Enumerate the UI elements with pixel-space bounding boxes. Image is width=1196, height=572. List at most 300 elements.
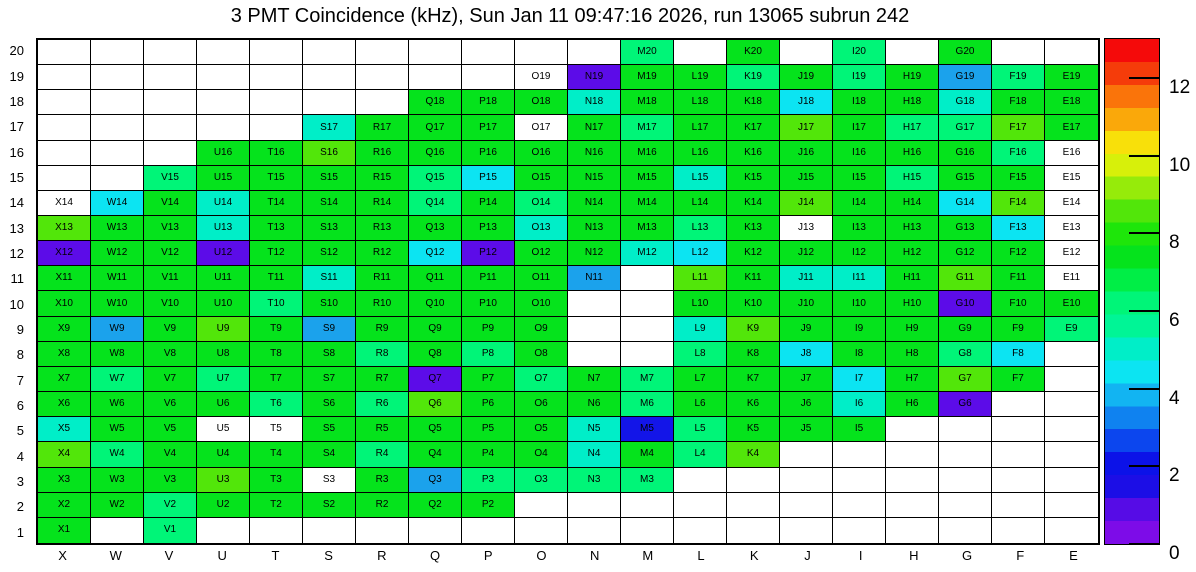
y-axis-tick-label: 8 [16, 347, 24, 363]
heatmap-cell [197, 191, 250, 216]
cell-label: S14 [320, 196, 338, 208]
cell-label: R14 [372, 196, 392, 208]
heatmap-cell [515, 342, 568, 367]
cell-label: K8 [746, 347, 760, 359]
cell-label: O16 [531, 146, 551, 158]
cell-label: H16 [902, 146, 922, 158]
heatmap-cell [939, 141, 992, 166]
cell-label: U13 [213, 222, 233, 234]
cell-label: N3 [587, 473, 601, 485]
cell-label: Q11 [425, 272, 445, 284]
heatmap-cell [674, 417, 727, 442]
heatmap-cell [568, 65, 621, 90]
x-axis-tick-label: G [961, 548, 973, 563]
x-axis-tick-label: W [109, 548, 122, 563]
cell-label: T13 [267, 222, 285, 234]
cell-label: G18 [955, 96, 975, 108]
heatmap-cell [621, 166, 674, 191]
cell-label: O14 [531, 196, 551, 208]
cell-label: L15 [691, 171, 709, 183]
heatmap-cell [833, 241, 886, 266]
heatmap-cell [833, 493, 886, 518]
heatmap-cell [144, 417, 197, 442]
cell-label: R16 [372, 146, 392, 158]
cell-label: Q2 [428, 498, 442, 510]
heatmap-cell [356, 493, 409, 518]
heatmap-cell [91, 442, 144, 467]
cell-label: U2 [216, 498, 230, 510]
cell-label: O19 [531, 71, 551, 83]
heatmap-cell [409, 493, 462, 518]
cell-label: T6 [270, 398, 282, 410]
heatmap-cell [91, 90, 144, 115]
cell-label: G8 [958, 347, 972, 359]
cell-label: L11 [692, 272, 708, 284]
cell-label: S12 [320, 247, 338, 259]
heatmap-cell [674, 40, 727, 65]
cell-label: F19 [1009, 71, 1027, 83]
heatmap-cell [197, 518, 250, 543]
heatmap-cell [886, 65, 939, 90]
cell-label: J5 [800, 423, 812, 435]
heatmap-cell [992, 493, 1045, 518]
cell-label: Q9 [428, 322, 442, 334]
heatmap-cell [515, 216, 568, 241]
cell-label: W2 [109, 498, 125, 510]
cell-label: P17 [479, 121, 497, 133]
heatmap-cell [992, 468, 1045, 493]
heatmap-cell [197, 115, 250, 140]
cell-label: F15 [1009, 171, 1027, 183]
heatmap-grid [36, 38, 1100, 545]
heatmap-cell [409, 291, 462, 316]
cell-label: R13 [372, 222, 392, 234]
heatmap-cell [250, 266, 303, 291]
heatmap-cell [833, 115, 886, 140]
heatmap-cell [515, 417, 568, 442]
heatmap-cell [886, 442, 939, 467]
heatmap-cell [515, 468, 568, 493]
cell-label: S5 [322, 423, 336, 435]
cell-label: M15 [637, 171, 657, 183]
heatmap-cell [992, 442, 1045, 467]
heatmap-cell [250, 65, 303, 90]
cell-label: S8 [322, 347, 336, 359]
heatmap-cell [1045, 90, 1098, 115]
heatmap-cell [674, 342, 727, 367]
heatmap-cell [886, 241, 939, 266]
cell-label: W14 [106, 196, 128, 208]
chart-title: 3 PMT Coincidence (kHz), Sun Jan 11 09:47:16 2026, run 13065 subrun 242 [230, 5, 910, 27]
cell-label: P3 [481, 473, 495, 485]
cell-label: E17 [1062, 121, 1081, 133]
heatmap-cell [939, 90, 992, 115]
heatmap-cell [462, 417, 515, 442]
x-axis-tick-label: H [909, 548, 919, 563]
heatmap-cell [303, 90, 356, 115]
cell-label: H15 [902, 171, 922, 183]
heatmap-cell [462, 141, 515, 166]
heatmap-cell [674, 518, 727, 543]
y-axis-tick-label: 17 [9, 119, 24, 135]
cell-label: L17 [691, 121, 709, 133]
heatmap-cell [515, 141, 568, 166]
cell-label: L4 [694, 448, 706, 460]
cell-label: S15 [320, 171, 338, 183]
heatmap-cell [356, 342, 409, 367]
cell-label: V7 [163, 373, 177, 385]
heatmap-cell [515, 367, 568, 392]
heatmap-cell [780, 392, 833, 417]
heatmap-cell [674, 90, 727, 115]
heatmap-cell [621, 40, 674, 65]
x-axis-tick-label: N [589, 548, 600, 563]
heatmap-cell [462, 442, 515, 467]
heatmap-cell [621, 90, 674, 115]
heatmap-cell [886, 317, 939, 342]
heatmap-cell [939, 392, 992, 417]
cell-label: S17 [320, 121, 338, 133]
heatmap-cell [303, 141, 356, 166]
heatmap-cell [250, 291, 303, 316]
cell-label: P18 [479, 96, 497, 108]
heatmap-cell [568, 241, 621, 266]
heatmap-cell [144, 367, 197, 392]
heatmap-cell [780, 191, 833, 216]
heatmap-cell [727, 367, 780, 392]
cell-label: G12 [955, 247, 975, 259]
heatmap-cell [91, 518, 144, 543]
heatmap-cell [674, 216, 727, 241]
heatmap-cell [197, 291, 250, 316]
heatmap-cell [144, 166, 197, 191]
heatmap-cell [568, 392, 621, 417]
cell-label: K13 [744, 222, 762, 234]
cell-label: Q8 [428, 347, 442, 359]
cell-label: F8 [1012, 347, 1024, 359]
heatmap-cell [144, 392, 197, 417]
heatmap-cell [939, 518, 992, 543]
x-axis-tick-label: F [1016, 548, 1025, 563]
heatmap-cell [1045, 518, 1098, 543]
cell-label: U3 [216, 473, 230, 485]
cell-label: K20 [744, 46, 762, 58]
heatmap-cell [303, 216, 356, 241]
heatmap-cell [91, 417, 144, 442]
cell-label: N18 [584, 96, 604, 108]
heatmap-cell [727, 493, 780, 518]
cell-label: S4 [322, 448, 336, 460]
cell-label: H6 [905, 398, 919, 410]
cell-label: I13 [852, 222, 866, 234]
heatmap-cell [939, 191, 992, 216]
cell-label: U11 [214, 272, 232, 284]
x-axis-tick-label: E [1069, 548, 1078, 563]
cell-label: I11 [852, 272, 866, 284]
cell-label: R7 [375, 373, 389, 385]
cell-label: J14 [797, 196, 815, 208]
heatmap-cell [833, 392, 886, 417]
heatmap-cell [886, 342, 939, 367]
heatmap-cell [515, 442, 568, 467]
heatmap-cell [886, 216, 939, 241]
heatmap-cell [568, 493, 621, 518]
heatmap-cell [250, 417, 303, 442]
heatmap-cell [462, 367, 515, 392]
cell-label: I14 [852, 196, 866, 208]
cell-label: P9 [481, 322, 495, 334]
cell-label: H12 [902, 247, 922, 259]
heatmap-cell [91, 342, 144, 367]
cell-label: T16 [267, 146, 285, 158]
y-axis-tick-label: 20 [9, 43, 24, 59]
heatmap-cell [992, 241, 1045, 266]
heatmap-cell [939, 342, 992, 367]
heatmap-cell [1045, 266, 1098, 291]
heatmap-cell [356, 367, 409, 392]
cell-label: S2 [322, 498, 336, 510]
heatmap-cell [1045, 65, 1098, 90]
heatmap-cell [568, 518, 621, 543]
heatmap-cell [38, 191, 91, 216]
colorbar-tick-label: 6 [1169, 309, 1180, 331]
heatmap-cell [303, 166, 356, 191]
cell-label: V8 [163, 347, 177, 359]
heatmap-cell [197, 468, 250, 493]
cell-label: K17 [744, 121, 762, 133]
heatmap-cell [250, 166, 303, 191]
cell-label: X3 [57, 473, 71, 485]
cell-label: U15 [213, 171, 233, 183]
cell-label: W6 [109, 398, 125, 410]
cell-label: I20 [852, 46, 866, 58]
heatmap-cell [409, 442, 462, 467]
cell-label: J19 [797, 71, 815, 83]
x-axis-tick-label: X [58, 548, 67, 563]
heatmap-cell [515, 291, 568, 316]
heatmap-cell [91, 317, 144, 342]
cell-label: I16 [852, 146, 866, 158]
heatmap-cell [939, 166, 992, 191]
cell-label: V11 [161, 272, 179, 284]
heatmap-cell [674, 115, 727, 140]
heatmap-cell [38, 493, 91, 518]
heatmap-cell [462, 65, 515, 90]
cell-label: F11 [1009, 272, 1027, 284]
cell-label: U14 [213, 196, 233, 208]
cell-label: I7 [854, 373, 864, 385]
heatmap-cell [939, 65, 992, 90]
cell-label: O5 [534, 423, 548, 435]
heatmap-cell [568, 291, 621, 316]
heatmap-cell [303, 241, 356, 266]
cell-label: V6 [163, 398, 177, 410]
heatmap-cell [409, 216, 462, 241]
heatmap-cell [91, 241, 144, 266]
heatmap-cell [727, 342, 780, 367]
heatmap-cell [197, 317, 250, 342]
cell-label: G10 [955, 297, 975, 309]
cell-label: T2 [270, 498, 282, 510]
cell-label: X8 [57, 347, 71, 359]
cell-label: X9 [57, 322, 71, 334]
heatmap-cell [303, 367, 356, 392]
heatmap-cell [197, 442, 250, 467]
heatmap-cell [939, 291, 992, 316]
heatmap-cell [992, 392, 1045, 417]
cell-label: R15 [372, 171, 392, 183]
heatmap-cell [568, 342, 621, 367]
cell-label: S7 [322, 373, 336, 385]
heatmap-cell [303, 266, 356, 291]
cell-label: J12 [797, 247, 815, 259]
heatmap-cell [144, 291, 197, 316]
heatmap-cell [250, 392, 303, 417]
heatmap-cell [356, 65, 409, 90]
heatmap-cell [939, 442, 992, 467]
heatmap-cell [992, 40, 1045, 65]
heatmap-cell [727, 241, 780, 266]
heatmap-cell [780, 166, 833, 191]
heatmap-cell [992, 90, 1045, 115]
cell-label: W9 [109, 322, 125, 334]
cell-label: E10 [1062, 297, 1081, 309]
heatmap-cell [674, 241, 727, 266]
heatmap-cell [1045, 166, 1098, 191]
cell-label: F16 [1009, 146, 1027, 158]
cell-label: P6 [481, 398, 495, 410]
heatmap-cell [38, 141, 91, 166]
heatmap-cell [1045, 367, 1098, 392]
x-axis-tick-label: T [271, 548, 280, 563]
heatmap-cell [886, 115, 939, 140]
heatmap-cell [91, 367, 144, 392]
heatmap-cell [939, 493, 992, 518]
heatmap-cell [621, 266, 674, 291]
heatmap-cell [462, 166, 515, 191]
heatmap-cell [38, 392, 91, 417]
cell-label: P2 [481, 498, 495, 510]
cell-label: O12 [531, 247, 551, 259]
heatmap-cell [992, 65, 1045, 90]
colorbar-tick-label: 8 [1169, 232, 1180, 254]
heatmap-cell [992, 317, 1045, 342]
colorbar [1104, 38, 1191, 564]
colorbar-tick [1129, 388, 1159, 390]
heatmap-cell [250, 468, 303, 493]
heatmap-cell [780, 317, 833, 342]
heatmap-cell [144, 141, 197, 166]
heatmap-cell [780, 141, 833, 166]
heatmap-cell [1045, 317, 1098, 342]
cell-label: W13 [106, 222, 128, 234]
heatmap-cell [833, 367, 886, 392]
cell-label: F7 [1012, 373, 1024, 385]
cell-label: G16 [955, 146, 975, 158]
heatmap-cell [833, 141, 886, 166]
cell-label: M18 [637, 96, 657, 108]
heatmap-cell [515, 65, 568, 90]
cell-label: T7 [270, 373, 282, 385]
heatmap-cell [727, 115, 780, 140]
cell-label: X6 [57, 398, 71, 410]
heatmap-cell [727, 191, 780, 216]
heatmap-cell [250, 342, 303, 367]
cell-label: T15 [267, 171, 285, 183]
cell-label: W8 [109, 347, 125, 359]
heatmap-cell [833, 468, 886, 493]
cell-label: L16 [691, 146, 709, 158]
cell-label: K7 [746, 373, 760, 385]
heatmap-cell [197, 166, 250, 191]
heatmap-cell [780, 266, 833, 291]
heatmap-cell [38, 266, 91, 291]
heatmap-cell [303, 317, 356, 342]
cell-label: Q17 [425, 121, 445, 133]
heatmap-cell [727, 317, 780, 342]
heatmap-cell [568, 141, 621, 166]
cell-label: I8 [854, 347, 864, 359]
cell-label: H14 [902, 196, 922, 208]
heatmap-cell [38, 417, 91, 442]
cell-label: F18 [1009, 96, 1027, 108]
cell-label: H8 [905, 347, 919, 359]
y-axis-tick-label: 12 [9, 245, 24, 261]
heatmap-cell [780, 342, 833, 367]
cell-label: H19 [902, 71, 922, 83]
heatmap-cell [674, 191, 727, 216]
heatmap-cell [992, 216, 1045, 241]
cell-label: R3 [375, 473, 389, 485]
heatmap-cell [303, 40, 356, 65]
cell-label: M7 [640, 373, 654, 385]
cell-label: O3 [534, 473, 548, 485]
cell-label: N7 [587, 373, 601, 385]
cell-label: X11 [55, 272, 73, 284]
cell-label: M16 [637, 146, 657, 158]
cell-label: V10 [161, 297, 179, 309]
heatmap-cell [780, 442, 833, 467]
heatmap-cell [462, 241, 515, 266]
heatmap-cell [621, 241, 674, 266]
cell-label: R4 [375, 448, 389, 460]
heatmap-cell [992, 417, 1045, 442]
cell-label: G7 [958, 373, 972, 385]
heatmap-cell [250, 216, 303, 241]
cell-label: T10 [267, 297, 285, 309]
heatmap-cell [886, 493, 939, 518]
heatmap-cell [197, 216, 250, 241]
cell-label: G17 [955, 121, 975, 133]
heatmap-cell [780, 40, 833, 65]
heatmap-cell [568, 468, 621, 493]
heatmap-cell [250, 317, 303, 342]
heatmap-cell [1045, 141, 1098, 166]
cell-label: F12 [1009, 247, 1027, 259]
cell-label: X2 [57, 498, 71, 510]
heatmap-cell [303, 65, 356, 90]
cell-label: X14 [55, 196, 73, 208]
heatmap-cell [409, 166, 462, 191]
cell-label: U5 [216, 423, 230, 435]
heatmap-cell [197, 342, 250, 367]
heatmap-cell [515, 392, 568, 417]
heatmap-cell [674, 65, 727, 90]
heatmap-cell [38, 115, 91, 140]
cell-label: O17 [531, 121, 551, 133]
heatmap-cell [886, 191, 939, 216]
heatmap-cell [780, 65, 833, 90]
